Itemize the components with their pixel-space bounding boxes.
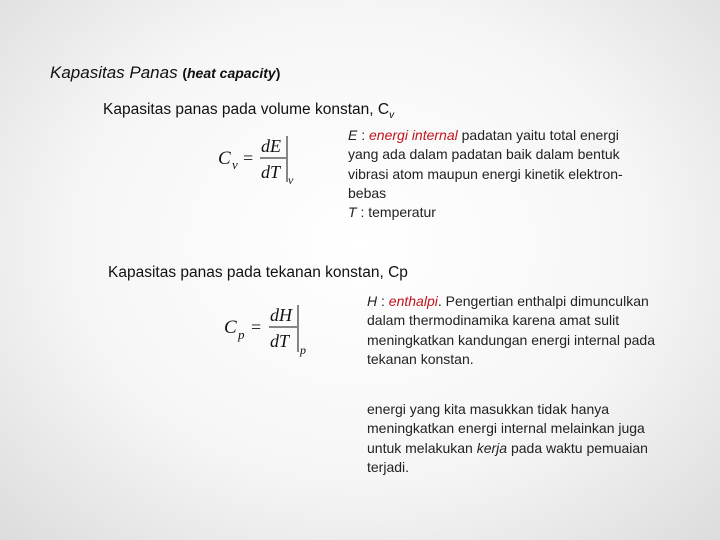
- e-definition: padatan yaitu total energi yang ada dalam padatan baik dalam bentuk vibrasi atom maupun energi kinetik elektron-bebas: [348, 127, 623, 201]
- note-text-after: pada waktu pemuaian terjadi.: [367, 439, 648, 475]
- cv-description: [348, 126, 648, 222]
- cp-denominator: dT: [270, 331, 290, 351]
- cv-constraint-subscript: v: [288, 173, 294, 187]
- t-definition: : temperatur: [356, 204, 436, 221]
- pressure-heading: Kapasitas panas pada tekanan konstan, Cp: [108, 264, 408, 281]
- cv-formula: [214, 132, 304, 190]
- title-subtitle-text: heat capacity: [187, 65, 276, 81]
- energi-internal-term: energi internal: [369, 127, 458, 143]
- title-main: Kapasitas Panas: [50, 63, 178, 82]
- cv-lhs-subscript: v: [232, 157, 238, 172]
- volume-heading: [103, 101, 394, 121]
- cp-lhs-subscript: p: [238, 327, 245, 342]
- cp-lhs-symbol: C: [224, 317, 237, 338]
- volume-heading-subscript: v: [389, 110, 395, 122]
- h-definition: . Pengertian enthalpi dimunculkan dalam thermodinamika karena amat sulit meningkatkan kandungan energi internal pada tekanan konstan.: [367, 293, 655, 367]
- h-symbol: H: [367, 293, 378, 309]
- title-paren-open: (: [182, 65, 187, 81]
- cv-denominator: dT: [261, 162, 281, 182]
- e-symbol: E: [348, 127, 358, 143]
- volume-heading-text: Kapasitas panas pada volume konstan, C: [103, 101, 390, 118]
- e-separator: :: [357, 127, 370, 143]
- note-italic-kerja: kerja: [476, 439, 508, 456]
- note-text-before: energi yang kita masukkan tidak hanya meningkatkan energi internal melainkan juga untuk melakukan: [367, 401, 645, 456]
- enthalpi-term: enthalpi: [388, 293, 438, 309]
- cv-numerator: dE: [261, 136, 281, 156]
- title-paren-close: ): [275, 65, 281, 81]
- t-symbol: T: [348, 204, 357, 221]
- title-subtitle: [182, 65, 280, 81]
- cp-note: [367, 400, 667, 477]
- h-separator: :: [377, 293, 389, 309]
- cp-formula: [220, 300, 320, 360]
- cp-equals: =: [251, 317, 262, 337]
- cp-description: [367, 292, 667, 369]
- cv-equals: =: [243, 148, 254, 168]
- cp-numerator: dH: [270, 305, 292, 325]
- slide-title: [50, 63, 280, 83]
- cp-constraint-subscript: p: [300, 343, 306, 357]
- cv-lhs-symbol: C: [218, 148, 231, 169]
